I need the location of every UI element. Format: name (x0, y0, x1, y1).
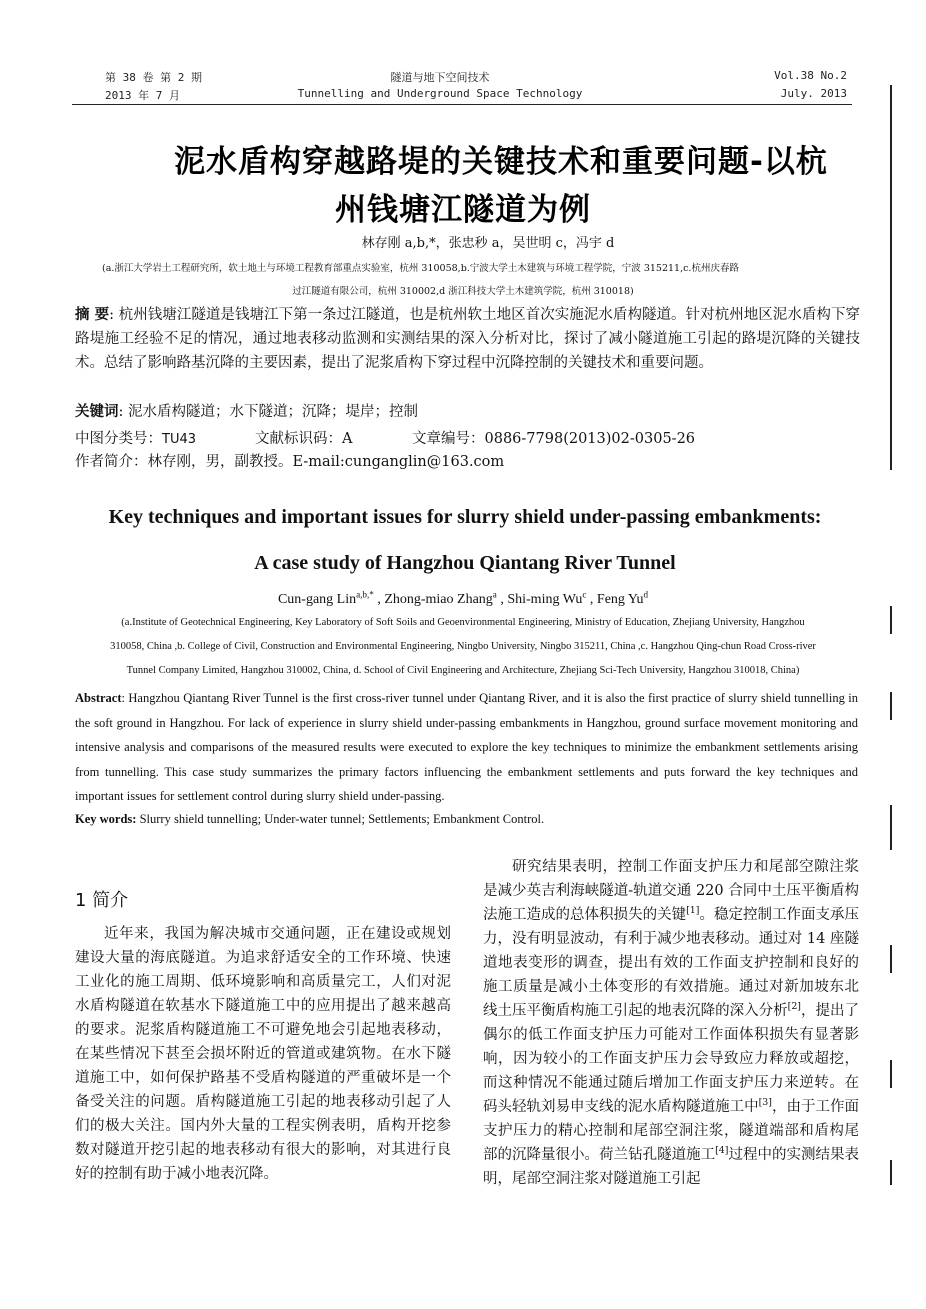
affiliation-zh-line2: 过江隧道有限公司，杭州 310002,d 浙江科技大学土木建筑学院，杭州 310018) (292, 286, 634, 297)
citation-3[interactable]: [3] (758, 1097, 772, 1109)
citation-2[interactable]: [2] (787, 1001, 801, 1013)
affiliation-en-line2: 310058, China ,b. College of Civil, Construction and Environmental Engineering, Ningbo University, Ningbo 315211, China ,c. Hangzhou Qing-chun Road Cross-river (110, 641, 816, 652)
classification-doc: 文献标识码：A (255, 431, 353, 447)
author-bio (75, 450, 504, 474)
abstract-zh (75, 303, 860, 375)
authors-en: Cun-gang Lin$^{a,b,*}$ , Zhong-miao Zhang$^a$ , Shi-ming Wu$^c$ , Feng Yu$^d$ (277, 589, 649, 607)
margin-bar (890, 692, 892, 720)
keywords-zh-text: : 泥水盾构隧道；水下隧道；沉降；堤岸；控制 (118, 404, 418, 420)
abstract-zh-text: : 杭州钱塘江隧道是钱塘江下第一条过江隧道，也是杭州软土地区首次实施泥水盾构隧道。针对杭州地区泥水盾构下穿路堤施工经验不足的情况，通过地表移动监测和实测结果的深入分析对比，探讨了减小隧道施工引起的路堤沉降的关键技术。总结了影响路基沉降的主要因素，提出了泥浆盾构下穿过程中沉降控制的关键技术和重要问题。 (75, 307, 860, 371)
affiliation-en-line3: Tunnel Company Limited, Hangzhou 310002, China, d. School of Civil Engineering and Architecture, Zhejiang Sci-Tech University, Hangzhou 310018, China) (126, 665, 800, 676)
margin-bar (890, 945, 892, 973)
keywords-zh-label: 关键词 (75, 404, 119, 420)
section1-paragraph: 近年来，我国为解决城市交通问题，正在建设或规划建设大量的海底隧道。为追求舒适安全的工作环境、快速工业化的施工周期、低环境影响和高质量完工，人们对泥水盾构隧道在软基水下隧道施工中的应用提出了越来越高的要求。泥浆盾构隧道施工不可避免地会引起地表移动，在某些情况下甚至会损坏附近的管道或建筑物。在水下隧道施工中，如何保护路基不受盾构隧道的严重破坏是一个备受关注的问题。盾构隧道施工引起的地表移动引起了人们的极大关注。国内外大量的工程实例表明，盾构开挖参数对隧道开挖引起的地表移动有很大的影响，对其进行良好的控制有助于减小地表沉降。 (75, 926, 451, 1182)
abstract-zh-label: 摘 要 (75, 307, 110, 323)
header-date-zh: 2013 年 7 月 (105, 89, 180, 102)
title-en-line1: Key techniques and important issues for slurry shield under-passing embankments: (108, 506, 822, 528)
abstract-en-text: : Hangzhou Qiantang River Tunnel is the first cross-river tunnel under Qiantang River, and it is also the first practice of slurry shield tunnelling in the soft ground in Hangzhou. For lack of experience in slurry shield under-passing embankments in Hangzhou, ground surface movement monitoring and intensive analysis and comparisons of the measured results were executed to explore the key techniques to minimize the embankment settlements arising from tunnelling. This case study summarizes the primary factors influencing the embankment settlements and puts forward the key techniques and important issues for settlement control during slurry shield under-passing. (75, 691, 858, 803)
author-bio-label: 作者简介 (75, 454, 133, 470)
keywords-en-text: Slurry shield tunnelling; Under-water tunnel; Settlements; Embankment Control. (136, 812, 545, 826)
title-zh-line1: 泥水盾构穿越路堤的关键技术和重要问题-以杭 (174, 144, 828, 180)
classification-clc: 中图分类号：TU43 (75, 431, 196, 447)
margin-bar (890, 1160, 892, 1185)
classification-article: 文章编号：0886-7798(2013)02-0305-26 (412, 431, 696, 447)
keywords-en (75, 807, 858, 832)
abstract-en-label: Abstract (75, 691, 122, 705)
margin-bar (890, 805, 892, 850)
header-journal-en: Tunnelling and Underground Space Technology (297, 87, 583, 100)
keywords-en-label: Key words: (75, 812, 137, 826)
authors-zh: 林存刚 a,b,*，张忠秒 a，吴世明 c，冯宇 d (361, 236, 615, 251)
affiliation-zh-line1: (a.浙江大学岩土工程研究所，软土地土与环境工程教育部重点实验室，杭州 310058,b.宁波大学土木建筑与环境工程学院，宁波 315211,c.杭州庆春路 (102, 263, 739, 274)
abstract-en (75, 686, 858, 809)
right-column-paragraph: 研究结果表明，控制工作面支护压力和尾部空隙注浆是减少英吉利海峡隧道-轨道交通 220 合同中土压平衡盾构法施工造成的总体积损失的关键[1]。稳定控制工作面支承压力，没有明显波动，有利于减少地表移动。通过对 14 座隧道地表变形的调查，提出有效的工作面支护控制和良好的施工质量是减小土体变形的有效措施。通过对新加坡东北线土压平衡盾构施工引起的地表沉降的深入分析[2]，提出了偶尔的低工作面支护压力可能对工作面体积损失有显著影响，因为较小的工作面支护压力会导致应力释放或超挖，而这种情况不能通过随后增加工作面支护压力来逆转。在码头轻轨刘易申支线的泥水盾构隧道施工中[3]，由于工作面支护压力的精心控制和尾部空洞注浆，隧道端部和盾构尾部的沉降量很小。荷兰钻孔隧道施工[4]过程中的实测结果表明，尾部空洞注浆对隧道施工引起 (483, 859, 860, 1187)
title-en-line2: A case study of Hangzhou Qiantang River Tunnel (254, 552, 676, 574)
header-journal-zh: 隧道与地下空间技术 (390, 71, 490, 84)
author-bio-text: ：林存刚，男，副教授。E-mail:cunganglin@163.com (133, 454, 505, 470)
affiliation-en-line1: (a.Institute of Geotechnical Engineering, Key Laboratory of Soft Soils and Geoenvironmental Engineering, Ministry of Education, Zhejiang University, Hangzhou (121, 617, 805, 628)
header-volume-zh: 第 38 卷 第 2 期 (105, 71, 202, 84)
section-heading: 1 简介 (75, 890, 129, 911)
header-volume-en: Vol.38 No.2 (774, 69, 847, 82)
citation-4[interactable]: [4] (715, 1145, 729, 1157)
keywords-zh (75, 400, 860, 424)
header-rule (72, 104, 852, 105)
citation-1[interactable]: [1] (686, 905, 700, 917)
header-date-en: July. 2013 (780, 87, 847, 100)
margin-bar (890, 1060, 892, 1088)
title-zh-line2: 州钱塘江隧道为例 (335, 192, 591, 228)
